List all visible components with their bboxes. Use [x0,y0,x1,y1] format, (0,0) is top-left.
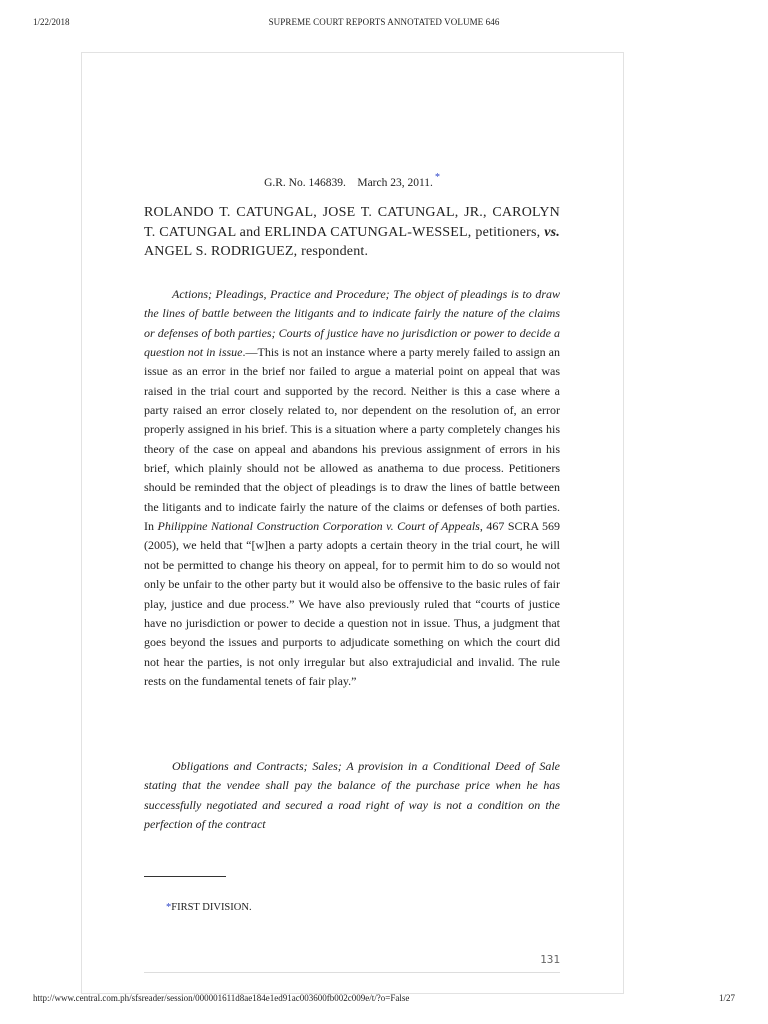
print-document-title: SUPREME COURT REPORTS ANNOTATED VOLUME 646 [268,17,500,27]
footnote [166,902,252,913]
footnote-text: FIRST DIVISION. [171,902,252,913]
page-bottom-divider [144,972,560,973]
gr-number: G.R. No. 146839. [264,177,346,189]
syllabus-paragraph-2 [144,757,560,834]
footnote-link[interactable]: * [434,172,440,183]
syllabus-heading-2: Obligations and Contracts; Sales; A provision in a Conditional Deed of Sale stating that the vendee shall pay the balance of the purchase price when he has successfully negotiated and secured a road right of way is not a condition on the perfection of the contract [144,759,560,832]
syllabus-heading-1: Actions; Pleadings, Practice and Procedure; The object of pleadings is to draw the lines of battle between the litigants and to indicate fairly the nature of the claims or defenses of both parties; Courts of justice have no jurisdiction or power to decide a question not in issue [144,287,560,360]
versus: vs. [544,224,560,240]
footnote-divider [144,876,226,877]
syllabus-body-1a: .—This is not an instance where a party merely failed to assign an issue as an error in the brief nor failed to argue a material point on appeal that was raised in the trial court and supported by the record. Neither is this a case where a party raised an error closely related to, nor dependent on the resolution of, an error properly assigned in his brief. This is a situation where a party completely changes his theory of the case on appeal and abandons his previous assignment of errors in his brief, which plainly should not be allowed as anathema to due process. Petitioners should be reminded that the object of pleadings is to draw the lines of battle between the litigants and to indicate fairly the nature of the claims or defenses of both parties. In [144,345,560,534]
case-parties [144,203,560,262]
page-url: http://www.central.com.ph/sfsreader/session/000001611d8ae184e1ed91ac003600fb002c009e/t/?o=False [33,993,410,1003]
page-number: 131 [540,953,560,966]
case-number-line [144,172,560,189]
print-header [0,17,768,31]
decision-date: March 23, 2011. [357,177,433,189]
document-page [81,52,624,994]
print-date: 1/22/2018 [33,17,70,27]
syllabus-body-1b: , 467 SCRA 569 (2005), we held that “[w]hen a party adopts a certain theory in the trial court, he will not be permitted to change his theory on appeal, for to permit him to do so would not only be unfair to the other party but it would also be offensive to the basic rules of fair play, justice and due process.” We have also previously ruled that “courts of justice have no jurisdiction or power to decide a question not in issue. Thus, a judgment that goes beyond the issues and purports to adjudicate something on which the court did not hear the parties, is not only irregular but also extrajudicial and invalid. The rule rests on the fundamental tenets of fair play.” [144,519,561,688]
respondent: ANGEL S. RODRIGUEZ, respondent. [144,244,369,259]
print-footer [0,993,768,1007]
print-page-count: 1/27 [718,993,735,1003]
petitioners: ROLANDO T. CATUNGAL, JOSE T. CATUNGAL, JR., CAROLYN T. CATUNGAL and ERLINDA CATUNGAL-WESSEL, petitioners, [144,205,560,240]
syllabus-paragraph-1 [144,285,560,691]
case-citation: Philippine National Construction Corporation v. Court of Appeals [157,519,480,534]
footnote-marker[interactable]: * [166,902,172,913]
